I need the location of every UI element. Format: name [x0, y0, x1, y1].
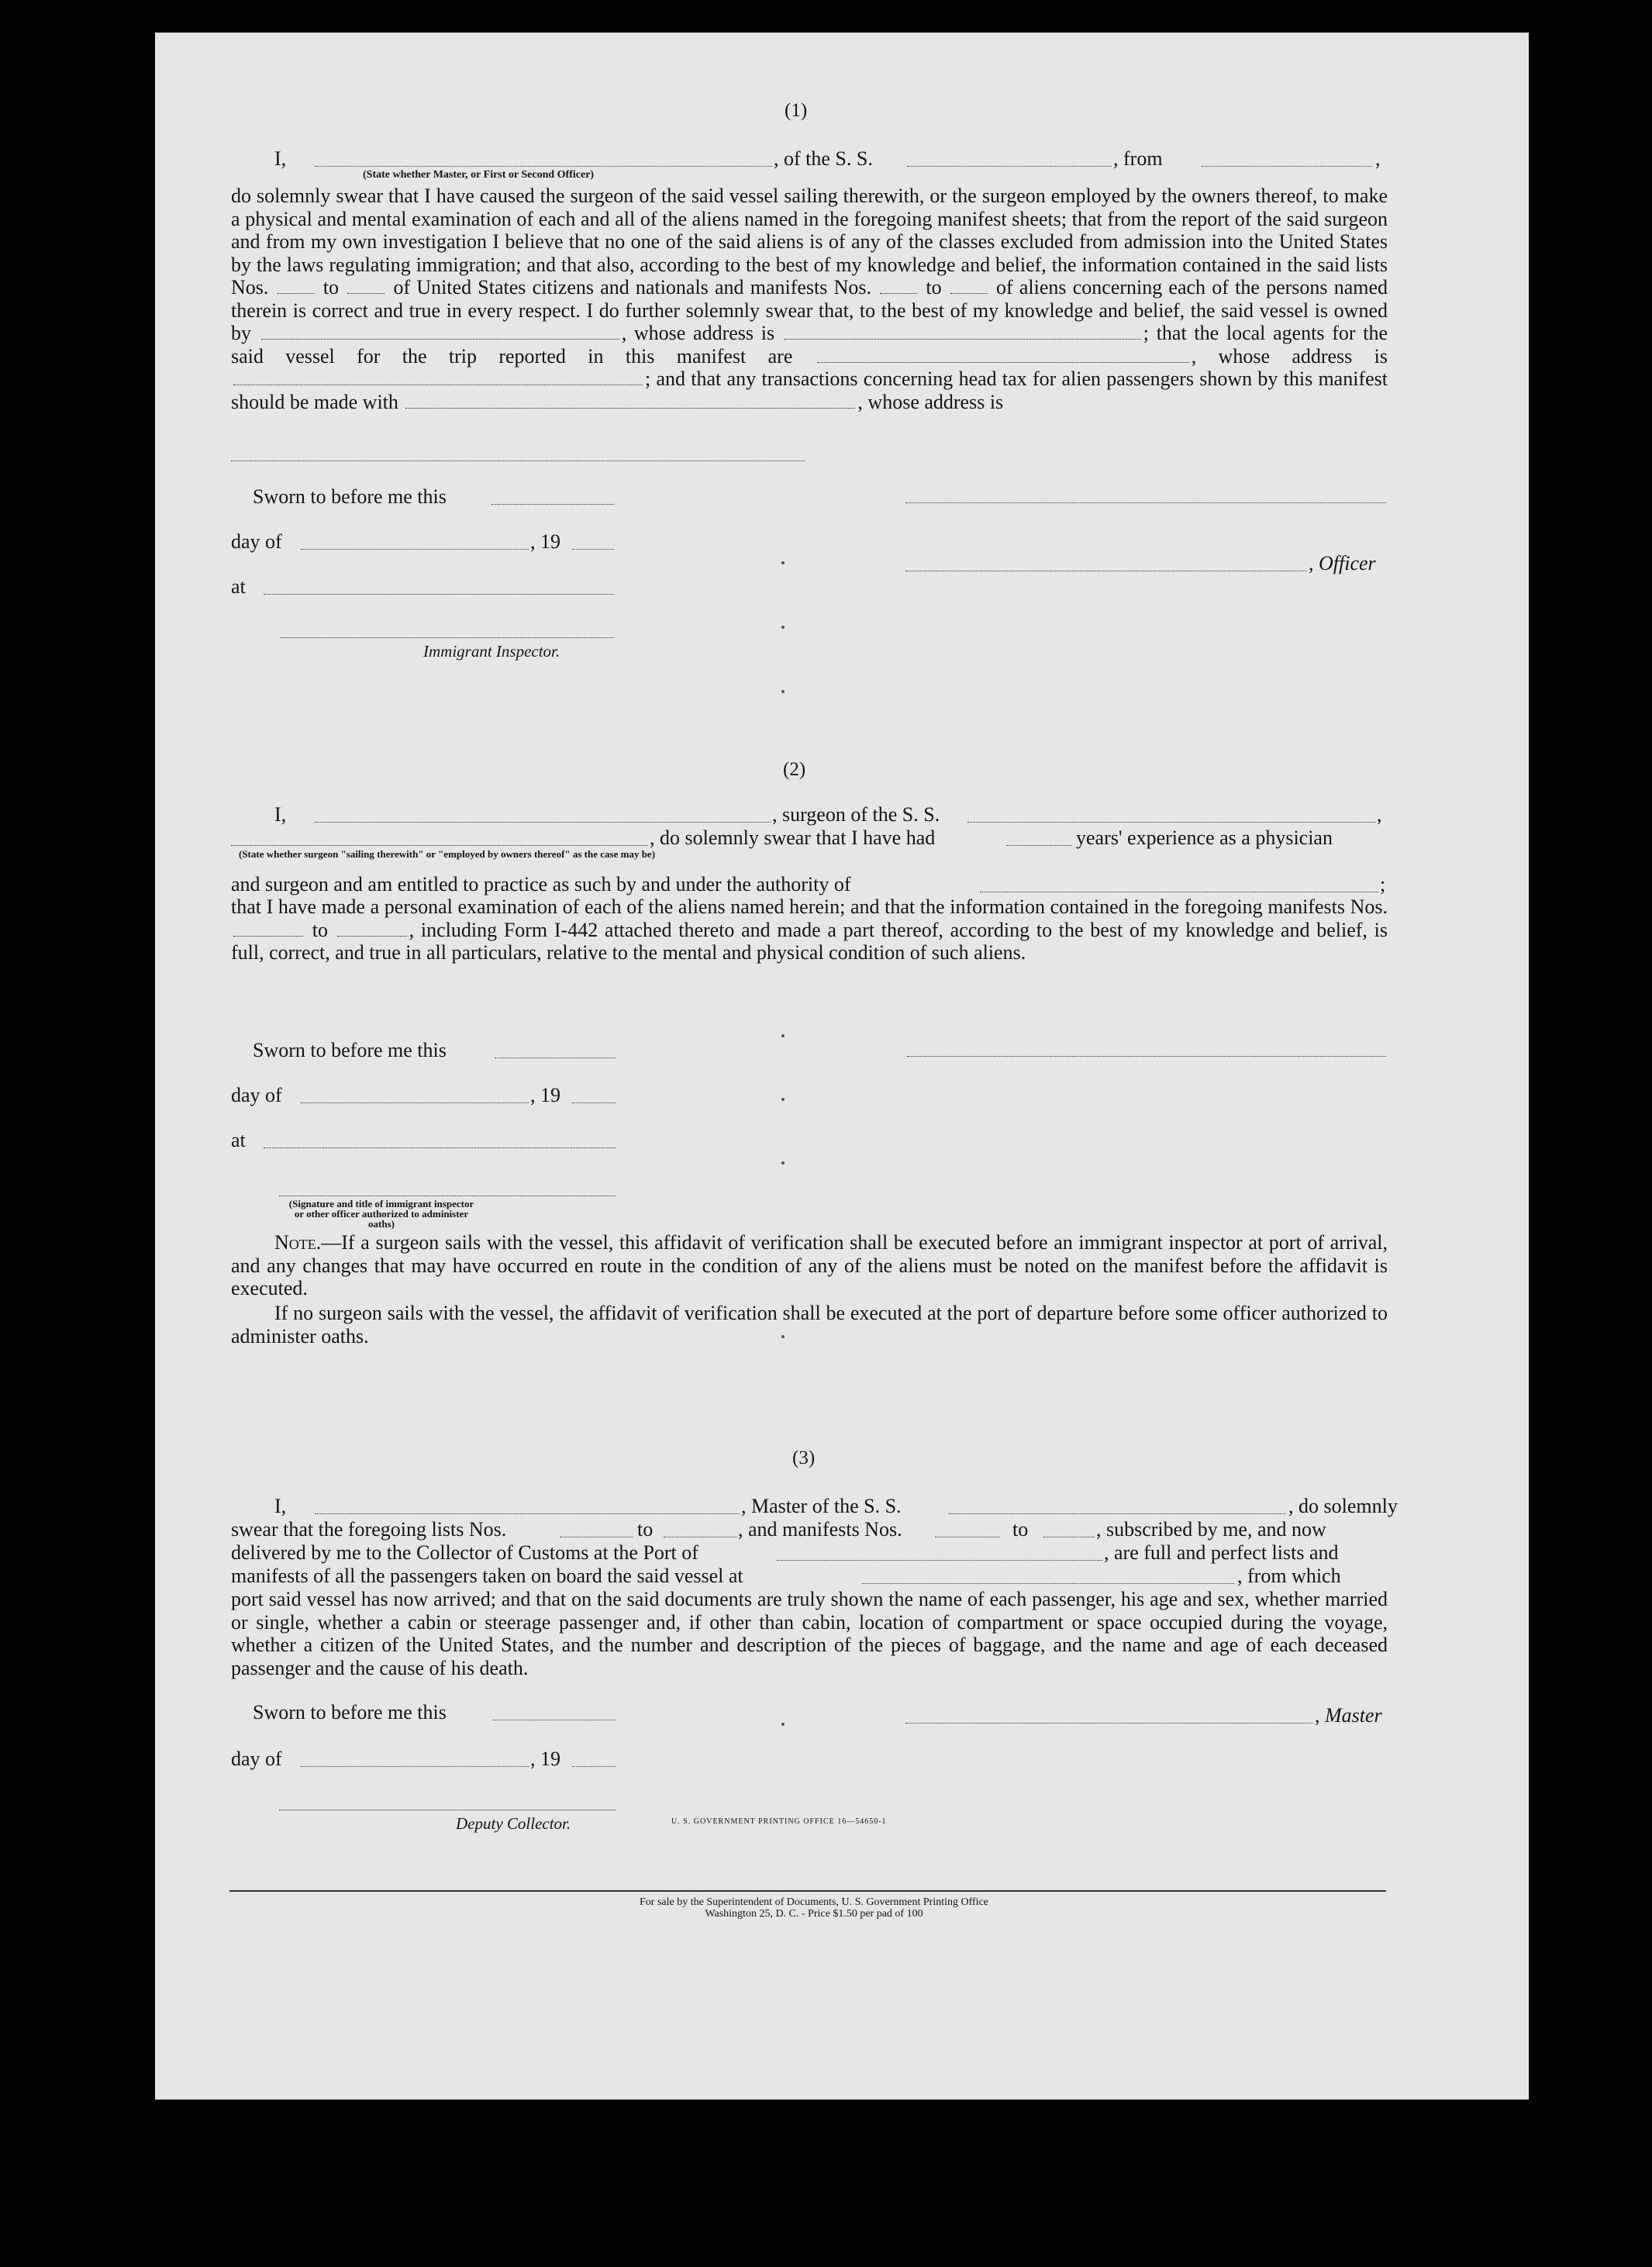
- at-label-1: at: [231, 575, 246, 598]
- at-place-blank-2: [264, 1147, 616, 1148]
- at-label-2: at: [231, 1129, 246, 1151]
- year-blank-2: [572, 1102, 616, 1103]
- month-blank-1: [301, 549, 529, 550]
- section-3-vessel-blank: [949, 1513, 1285, 1514]
- scan-speck: [781, 626, 785, 629]
- manifests-all-label: manifests of all the passengers taken on board the said vessel at: [231, 1565, 743, 1587]
- section-1-from: , from: [1113, 147, 1163, 170]
- month-blank-2: [301, 1102, 529, 1103]
- from-port-blank: [1202, 166, 1372, 167]
- immigrant-inspector-label: Immigrant Inspector.: [423, 642, 560, 661]
- scan-speck: [781, 1034, 785, 1037]
- scan-speck: [781, 1161, 785, 1165]
- year-blank-1: [572, 549, 614, 550]
- section-3-do-solemnly: , do solemnly: [1288, 1495, 1398, 1517]
- authority-semicolon: ;: [1380, 873, 1386, 895]
- years-experience-label: years' experience as a physician: [1076, 826, 1333, 849]
- years-experience-blank: [1006, 845, 1071, 846]
- print-line: U. S. GOVERNMENT PRINTING OFFICE 16—54650-1: [671, 1817, 887, 1826]
- day-of-label-1: day of: [231, 530, 282, 553]
- footer-line-1: For sale by the Superintendent of Documents, U. S. Government Printing Office: [640, 1896, 988, 1908]
- section-2-body: that I have made a personal examination of each of the aliens named herein; and that the information contained in the foregoing manifests Nos. to , including Form I-442 attached thereto and made a part thereof, according to the best of my knowledge and belief, is full, correct, and true in all particulars, relative to the mental and physical condition of such aliens.: [231, 895, 1388, 964]
- surgeon-signature-blank: [907, 1056, 1386, 1057]
- inspector-signature-blank: [281, 637, 614, 638]
- year-label-1: , 19: [530, 530, 560, 553]
- surgeon-type-blank: [231, 845, 648, 846]
- officer-label: , Officer: [1309, 552, 1376, 575]
- section-1-body: do solemnly swear that I have caused the surgeon of the said vessel sailing therewith, or the surgeon employed by the owners thereof, to make a physical and mental examination of each and all of the aliens named in the foregoing manifest sheets; that from the report of the said surgeon and from my own investigation I believe that no one of the said aliens is of any of the classes excluded from admission into the United States by the laws regulating immigration; and that also, according to the best of my knowledge and belief, the information contained in the said lists Nos. to of United States citizens and nationals and manifests Nos. to of aliens concerning each of the persons named therein is correct and true in every respect. I do further solemnly swear that, to the best of my knowledge and belief, the said vessel is owned by , whose address is ; that the local agents for the said vessel for the trip reported in this manifest are , whose address is ; and that any transactions concerning head tax for alien passengers shown by this manifest should be made with , whose address is: [231, 185, 1388, 413]
- section-2-surgeon-of: , surgeon of the S. S.: [772, 803, 940, 826]
- signature-caption: (Signature and title of immigrant inspector or other officer authorized to administer oaths): [288, 1198, 474, 1230]
- subscribed-label: , subscribed by me, and now: [1096, 1518, 1326, 1541]
- swear-lists-label: swear that the foregoing lists Nos.: [231, 1518, 507, 1541]
- section-1-line-i: I,: [274, 147, 287, 170]
- section-2-comma: ,: [1377, 803, 1382, 826]
- scan-speck: [781, 690, 785, 693]
- master-signature-blank: [905, 1723, 1313, 1724]
- master-label: , Master: [1315, 1704, 1382, 1727]
- section-3-master-of: , Master of the S. S.: [741, 1495, 902, 1517]
- full-perfect-label: , are full and perfect lists and: [1104, 1541, 1339, 1564]
- note-paragraph: Note.—If a surgeon sails with the vessel, this affidavit of verification shall be executed before an immigrant inspector at port of arrival, and any changes that may have occurred en route in the condition of any of the aliens must be noted on the manifest before the affidavit is executed.: [231, 1231, 1388, 1299]
- section-1-comma: ,: [1375, 147, 1381, 170]
- scan-speck: [781, 1098, 785, 1101]
- section-2-i: I,: [274, 803, 287, 826]
- section-1-number: (1): [785, 100, 808, 121]
- day-of-label-2: day of: [231, 1084, 282, 1106]
- lists-to-label: to: [637, 1518, 654, 1541]
- and-manifests-label: , and manifests Nos.: [738, 1518, 902, 1541]
- day-of-label-3: day of: [231, 1748, 282, 1770]
- officer-caption: (State whether Master, or First or Second Officer): [363, 169, 595, 181]
- year-label-2: , 19: [530, 1084, 560, 1106]
- month-blank-3: [301, 1766, 529, 1767]
- scan-speck: [781, 1723, 785, 1726]
- section-3-number: (3): [792, 1447, 816, 1468]
- footer-rule: [229, 1890, 1386, 1892]
- sworn-label-1: Sworn to before me this: [253, 485, 447, 508]
- section-2-vessel-blank: [967, 822, 1375, 823]
- year-label-3: , 19: [530, 1748, 560, 1770]
- from-which-label: , from which: [1237, 1565, 1341, 1587]
- year-blank-3: [572, 1766, 616, 1767]
- scan-speck: [781, 561, 785, 564]
- sworn-label-2: Sworn to before me this: [253, 1039, 447, 1061]
- section-1-of-ss: , of the S. S.: [774, 147, 873, 170]
- manifest-page: [155, 33, 1529, 2100]
- sworn-day-blank-1: [491, 504, 614, 505]
- authority-label: and surgeon and am entitled to practice as such by and under the authority of: [231, 873, 851, 895]
- section-2-do-solemnly: , do solemnly swear that I have had: [650, 826, 936, 849]
- surgeon-name-blank: [315, 822, 771, 823]
- section-3-i: I,: [274, 1495, 287, 1517]
- port-blank: [777, 1560, 1102, 1561]
- note-paragraph-2: If no surgeon sails with the vessel, the affidavit of verification shall be executed at the port of departure before some officer authorized to administer oaths.: [231, 1302, 1388, 1347]
- officer-signature-blank: [905, 502, 1386, 503]
- footer-line-2: Washington 25, D. C. - Price $1.50 per pad of 100: [705, 1908, 923, 1920]
- at-place-blank-1: [264, 594, 614, 595]
- section-2-number: (2): [783, 759, 806, 780]
- embark-port-blank: [862, 1583, 1234, 1584]
- surgeon-type-caption: (State whether surgeon "sailing therewith" or "employed by owners thereof" as the case may be): [239, 848, 656, 860]
- delivered-label: delivered by me to the Collector of Customs at the Port of: [231, 1541, 698, 1564]
- vessel-name-blank: [907, 166, 1112, 167]
- manifests-to-label: to: [1012, 1518, 1029, 1541]
- deputy-collector-label: Deputy Collector.: [456, 1814, 571, 1833]
- section-3-body: port said vessel has now arrived; and that on the said documents are truly shown the name of each passenger, his age and sex, whether married or single, whether a cabin or steerage passenger and, if other than cabin, location of compartment or space occupied during the voyage, whether a citizen of the United States, and the number and description of the pieces of baggage, and the name and age of each deceased passenger and the cause of his death.: [231, 1588, 1388, 1679]
- officer-name-blank: [315, 166, 772, 167]
- sworn-label-3: Sworn to before me this: [253, 1701, 447, 1724]
- master-name-blank: [315, 1513, 740, 1514]
